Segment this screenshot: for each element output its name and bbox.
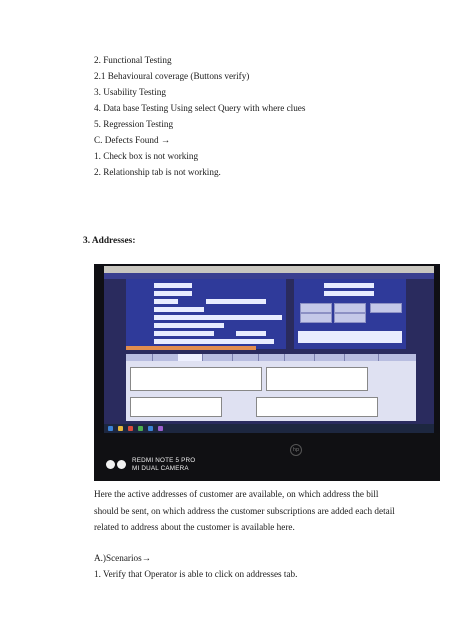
start-icon <box>108 426 113 431</box>
tab[interactable] <box>344 354 379 361</box>
list-item-functional-testing: 2. Functional Testing <box>94 55 172 65</box>
address-history-grid <box>256 397 378 417</box>
list-item-database-testing: 4. Data base Testing Using select Query with where clues <box>94 103 306 113</box>
form-field <box>236 331 266 336</box>
tab[interactable] <box>202 354 233 361</box>
watermark-camera: MI DUAL CAMERA <box>132 465 189 472</box>
scenario-item: 1. Verify that Operator is able to click on addresses tab. <box>94 569 298 579</box>
form-field <box>324 291 374 296</box>
panel-button[interactable] <box>334 303 366 313</box>
form-field <box>324 283 374 288</box>
customer-tabs <box>126 354 416 361</box>
form-field <box>154 299 178 304</box>
laptop-screen-photo <box>94 264 440 481</box>
tab[interactable] <box>314 354 345 361</box>
section-heading-addresses: 3. Addresses: <box>83 236 136 246</box>
tab[interactable] <box>126 354 153 361</box>
description-line: related to address about the customer is available here. <box>94 522 295 532</box>
panel-button[interactable] <box>334 313 366 323</box>
customer-category-field <box>298 331 402 343</box>
app-menubar <box>104 266 434 273</box>
windows-taskbar <box>104 424 434 433</box>
customer-info-panel <box>294 279 406 349</box>
customer-form-panel <box>126 279 286 349</box>
description-line: should be sent, on which address the customer subscriptions are added each detail <box>94 506 395 516</box>
app-icon <box>138 426 143 431</box>
folder-icon <box>118 426 123 431</box>
form-field <box>154 331 214 336</box>
app-icon <box>158 426 163 431</box>
highlight-bar <box>126 346 256 350</box>
list-item-usability-testing: 3. Usability Testing <box>94 87 166 97</box>
form-field <box>206 299 266 304</box>
addresses-grid <box>130 367 262 391</box>
camera-watermark-icon <box>106 460 128 470</box>
form-field <box>154 315 282 320</box>
form-field <box>154 291 192 296</box>
watermark-model: REDMI NOTE 5 PRO <box>132 457 196 464</box>
form-field <box>154 339 274 344</box>
tab[interactable] <box>258 354 285 361</box>
address-detail-grid <box>266 367 368 391</box>
panel-button[interactable] <box>370 303 402 313</box>
hp-logo-icon: hp <box>290 444 302 456</box>
form-field <box>154 307 204 312</box>
defect-item-relationship-tab: 2. Relationship tab is not working. <box>94 167 221 177</box>
panel-button[interactable] <box>300 313 332 323</box>
addresses-panel <box>126 361 416 421</box>
secondary-grid <box>130 397 222 417</box>
tab[interactable] <box>284 354 315 361</box>
form-field <box>154 283 192 288</box>
description-line: Here the active addresses of customer are available, on which address the bill <box>94 489 379 499</box>
list-item-regression-testing: 5. Regression Testing <box>94 119 174 129</box>
scenarios-heading: A.)Scenarios→ <box>94 553 151 563</box>
list-item-behavioural-coverage: 2.1 Behavioural coverage (Buttons verify) <box>94 71 250 81</box>
form-field <box>154 323 224 328</box>
tab[interactable] <box>232 354 259 361</box>
tab-addresses[interactable] <box>178 354 203 361</box>
tab[interactable] <box>152 354 179 361</box>
app-icon <box>148 426 153 431</box>
defect-item-checkbox: 1. Check box is not working <box>94 151 199 161</box>
application-screen <box>104 266 434 424</box>
panel-button[interactable] <box>300 303 332 313</box>
browser-icon <box>128 426 133 431</box>
defects-found-heading: C. Defects Found → <box>94 135 171 145</box>
